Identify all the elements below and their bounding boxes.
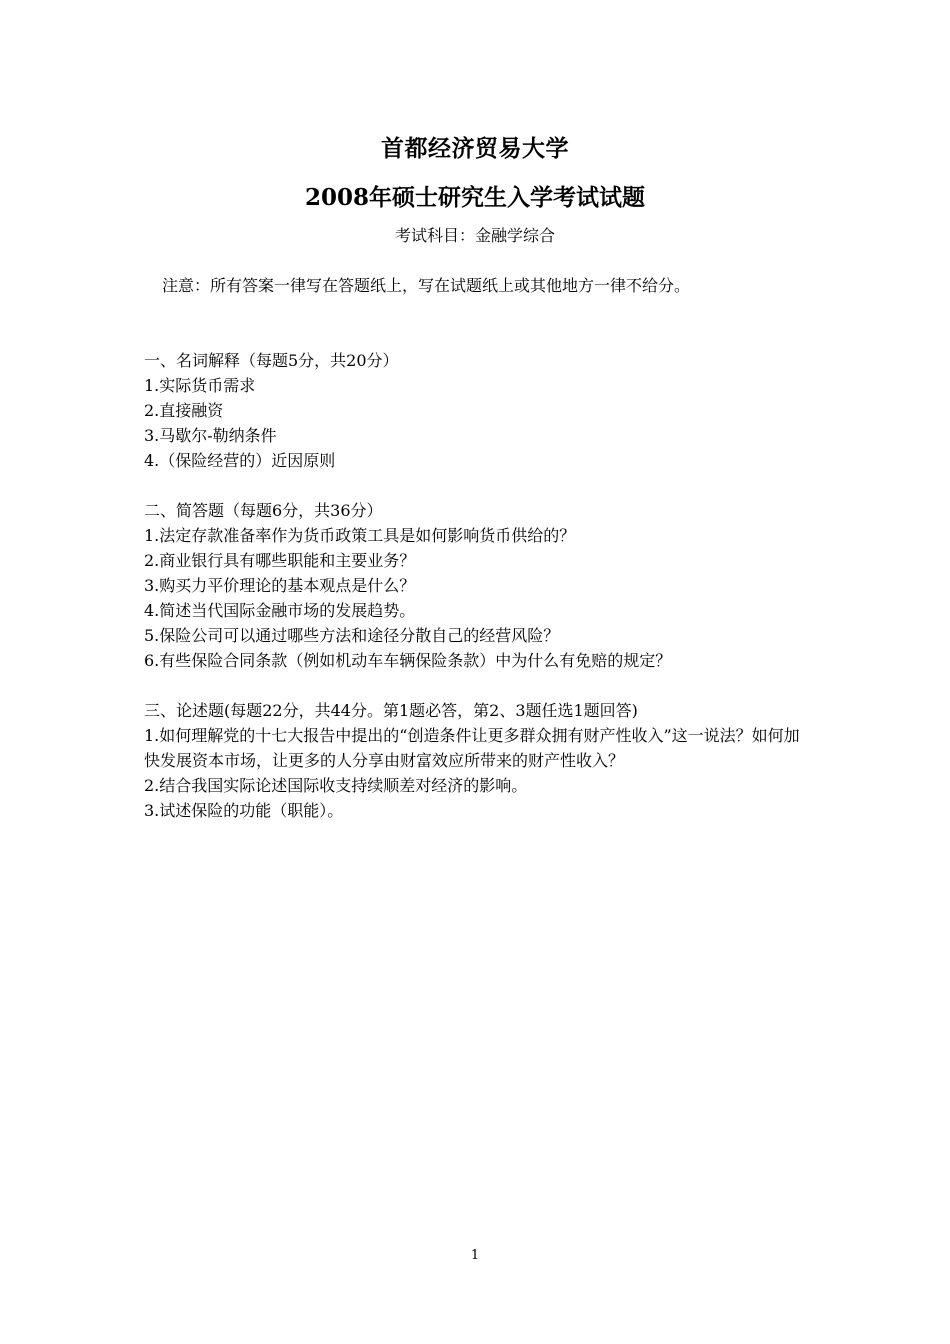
exam-notice: 注意：所有答案一律写在答题纸上，写在试题纸上或其他地方一律不给分。 — [162, 276, 691, 295]
question-item: 1.法定存款准备率作为货币政策工具是如何影响货币供给的？ — [144, 526, 576, 545]
question-item: 2.商业银行具有哪些职能和主要业务？ — [144, 551, 416, 570]
section-definitions — [144, 348, 814, 473]
page-number: 1 — [470, 1248, 480, 1263]
exam-subject: 考试科目：金融学综合 — [394, 226, 555, 245]
section-short-answer — [144, 498, 814, 673]
section-essay — [144, 698, 814, 823]
question-item: 3.马歇尔-勒纳条件 — [144, 426, 277, 445]
question-item: 4.简述当代国际金融市场的发展趋势。 — [144, 601, 416, 620]
question-item: 2.结合我国实际论述国际收支持续顺差对经济的影响。 — [144, 776, 528, 795]
question-item: 3.购买力平价理论的基本观点是什么？ — [144, 576, 416, 595]
exam-title: 2008年硕士研究生入学考试试题 — [304, 184, 645, 211]
question-item: 2.直接融资 — [144, 401, 224, 420]
question-item: 3.试述保险的功能（职能）。 — [144, 801, 344, 820]
university-title: 首都经济贸易大学 — [381, 135, 569, 162]
question-item: 5.保险公司可以通过哪些方法和途径分散自己的经营风险？ — [144, 626, 560, 645]
question-item: 4.（保险经营的）近因原则 — [144, 451, 336, 470]
section-heading: 二、简答题（每题6分，共36分） — [144, 501, 383, 520]
question-item: 1.如何理解党的十七大报告中提出的“创造条件让更多群众拥有财产性收入”这一说法？如何加快发展资本市场，让更多的人分享由财富效应所带来的财产性收入？ — [144, 726, 800, 770]
question-item: 1.实际货币需求 — [144, 376, 256, 395]
section-heading: 一、名词解释（每题5分，共20分） — [144, 351, 399, 370]
question-item: 6.有些保险合同条款（例如机动车车辆保险条款）中为什么有免赔的规定？ — [144, 651, 672, 670]
section-heading: 三、论述题(每题22分，共44分。第1题必答，第2、3题任选1题回答) — [144, 701, 638, 720]
